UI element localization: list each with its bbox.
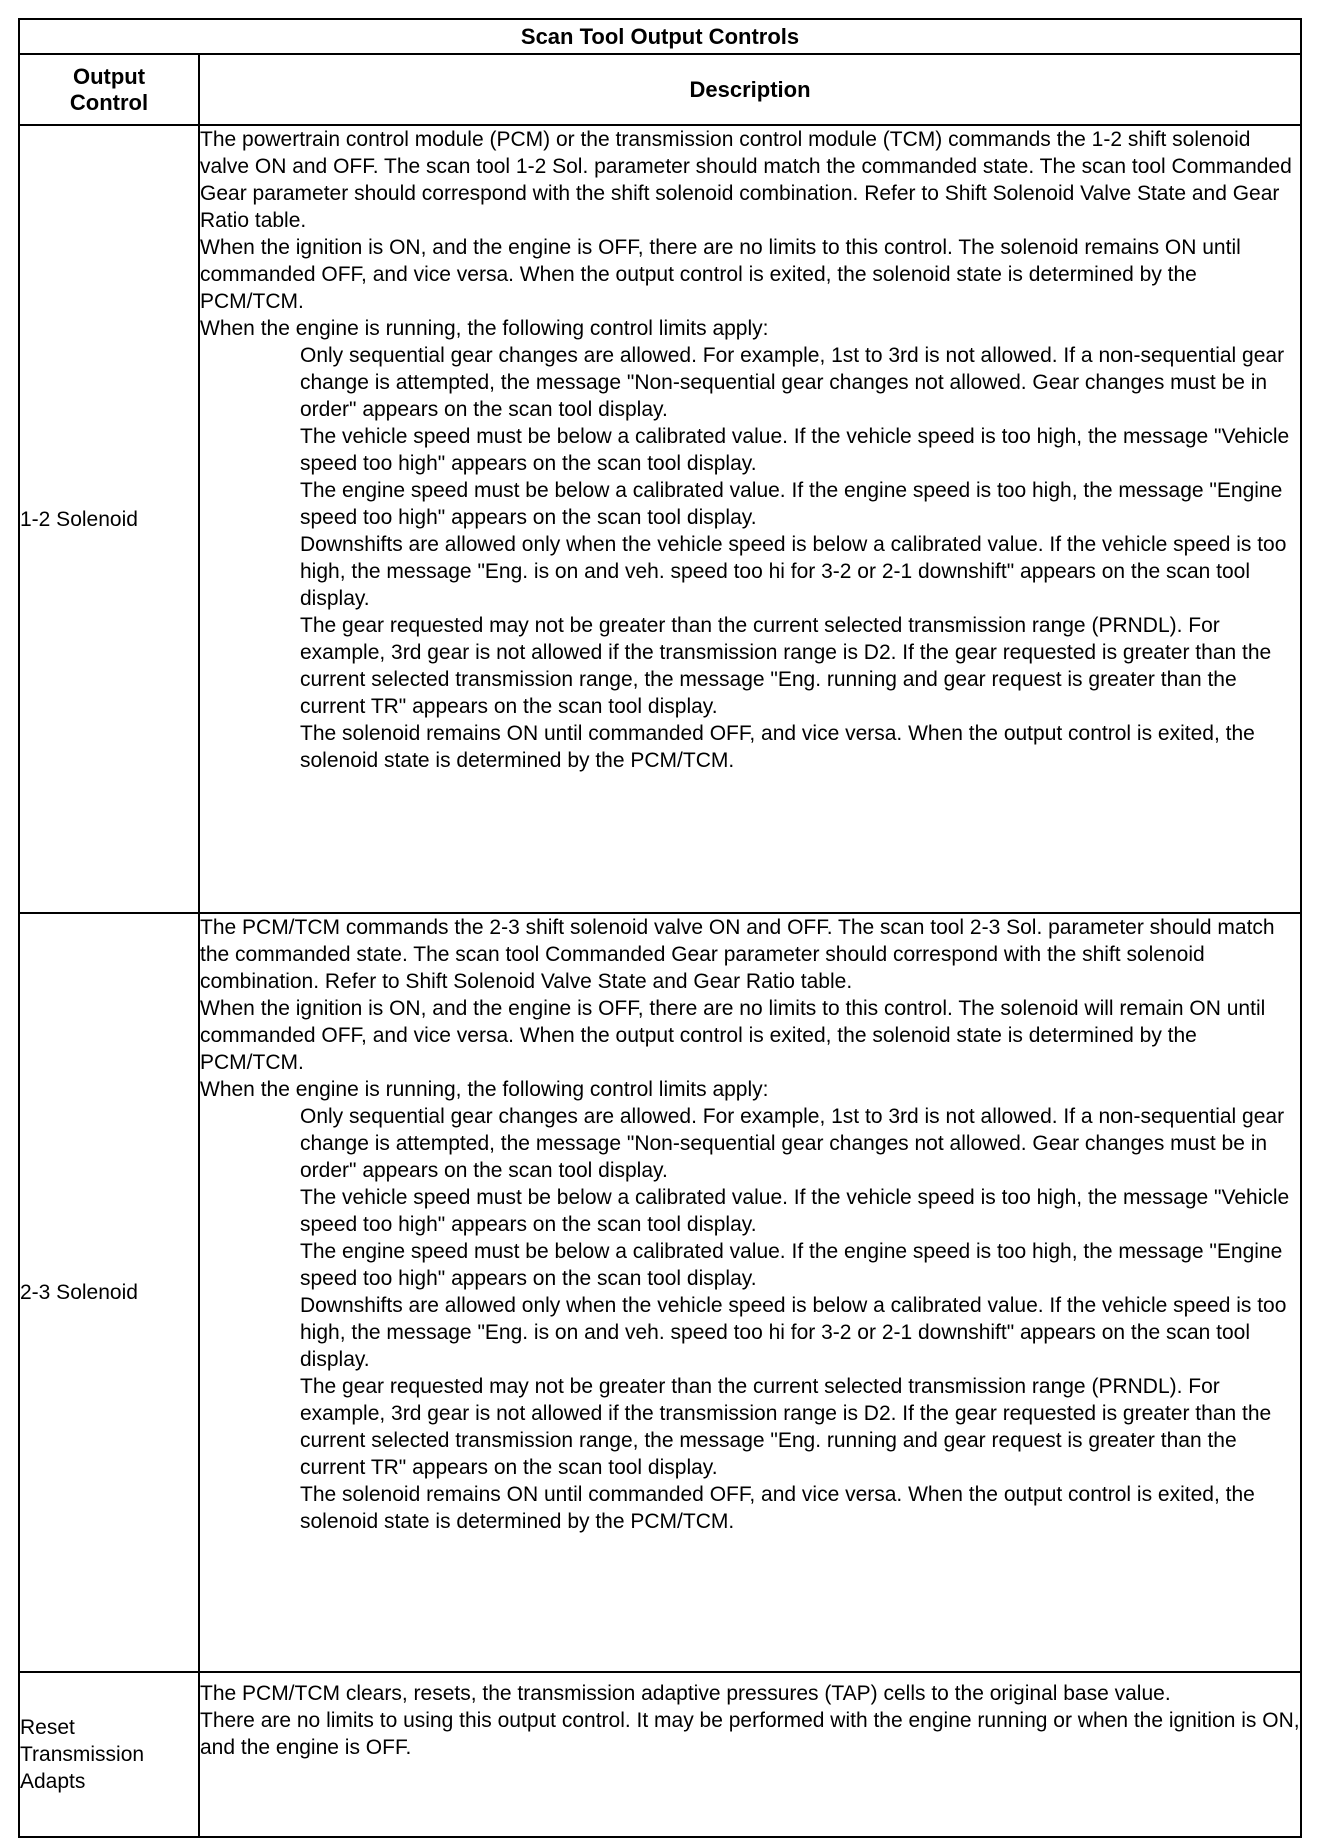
output-control-name-text: Reset Transmission Adapts	[20, 1716, 145, 1793]
description-paragraph: The PCM/TCM clears, resets, the transmission adaptive pressures (TAP) cells to the original base value.	[200, 1682, 1171, 1705]
description-cell	[199, 1672, 1301, 1837]
table-title: Scan Tool Output Controls	[19, 19, 1301, 54]
control-limit-item: The engine speed must be below a calibrated value. If the engine speed is too high, the message "Engine speed too high" appears on the scan tool display.	[300, 479, 1283, 529]
table-header-row	[19, 54, 1301, 125]
output-controls-table	[18, 18, 1302, 1838]
description-paragraph: When the engine is running, the following control limits apply:	[200, 317, 769, 340]
table-title-row	[19, 19, 1301, 54]
output-control-name: 2-3 Solenoid	[19, 913, 199, 1672]
table-row	[19, 125, 1301, 913]
column-header-output-control	[19, 54, 199, 125]
control-limit-item: The engine speed must be below a calibrated value. If the engine speed is too high, the message "Engine speed too high" appears on the scan tool display.	[300, 1240, 1283, 1290]
description-paragraph: When the ignition is ON, and the engine is OFF, there are no limits to this control. The solenoid remains ON until commanded OFF, and vice versa. When the output control is exited, the solenoid state is determined by the PCM/TCM.	[200, 236, 1241, 313]
control-limit-item: The gear requested may not be greater than the current selected transmission range (PRNDL). For example, 3rd gear is not allowed if the transmission range is D2. If the gear requested is greater than the current selected transmission range, the message "Eng. running and gear request is greater than the current TR" appears on the scan tool display.	[300, 614, 1272, 718]
column-header-output-control-label: Output Control	[69, 63, 149, 115]
control-limit-item: Downshifts are allowed only when the vehicle speed is below a calibrated value. If the vehicle speed is too high, the message "Eng. is on and veh. speed too hi for 3-2 or 2-1 downshift" appears on the scan tool display.	[300, 533, 1287, 610]
control-limit-item: The vehicle speed must be below a calibrated value. If the vehicle speed is too high, the message "Vehicle speed too high" appears on the scan tool display.	[300, 425, 1290, 475]
description-paragraph: When the engine is running, the following control limits apply:	[200, 1078, 769, 1101]
description-paragraph: The powertrain control module (PCM) or the transmission control module (TCM) commands the 1-2 shift solenoid valve ON and OFF. The scan tool 1-2 Sol. parameter should match the commanded state. The scan tool Commanded Gear parameter should correspond with the shift solenoid combination. Refer to Shift Solenoid Valve State and Gear Ratio table.	[200, 128, 1292, 232]
column-header-description: Description	[199, 54, 1301, 125]
output-control-name: 1-2 Solenoid	[19, 125, 199, 913]
table-row	[19, 913, 1301, 1672]
control-limit-item: The solenoid remains ON until commanded OFF, and vice versa. When the output control is exited, the solenoid state is determined by the PCM/TCM.	[300, 1483, 1255, 1533]
description-paragraph: There are no limits to using this output control. It may be performed with the engine running or when the ignition is ON, and the engine is OFF.	[200, 1709, 1300, 1759]
control-limit-item: Only sequential gear changes are allowed. For example, 1st to 3rd is not allowed. If a non-sequential gear change is attempted, the message "Non-sequential gear changes not allowed. Gear changes must be in order" appears on the scan tool display.	[300, 344, 1285, 421]
description-paragraph: When the ignition is ON, and the engine is OFF, there are no limits to this control. The solenoid will remain ON until commanded OFF, and vice versa. When the output control is exited, the solenoid state is determined by the PCM/TCM.	[200, 997, 1266, 1074]
output-control-name	[19, 1672, 199, 1837]
description-cell	[199, 913, 1301, 1672]
description-paragraph: The PCM/TCM commands the 2-3 shift solenoid valve ON and OFF. The scan tool 2-3 Sol. parameter should match the commanded state. The scan tool Commanded Gear parameter should correspond with the shift solenoid combination. Refer to Shift Solenoid Valve State and Gear Ratio table.	[200, 916, 1275, 993]
control-limit-item: The vehicle speed must be below a calibrated value. If the vehicle speed is too high, the message "Vehicle speed too high" appears on the scan tool display.	[300, 1186, 1290, 1236]
description-cell	[199, 125, 1301, 913]
control-limit-item: The gear requested may not be greater than the current selected transmission range (PRNDL). For example, 3rd gear is not allowed if the transmission range is D2. If the gear requested is greater than the current selected transmission range, the message "Eng. running and gear request is greater than the current TR" appears on the scan tool display.	[300, 1375, 1272, 1479]
control-limit-item: Only sequential gear changes are allowed. For example, 1st to 3rd is not allowed. If a non-sequential gear change is attempted, the message "Non-sequential gear changes not allowed. Gear changes must be in order" appears on the scan tool display.	[300, 1105, 1285, 1182]
control-limit-item: Downshifts are allowed only when the vehicle speed is below a calibrated value. If the vehicle speed is too high, the message "Eng. is on and veh. speed too hi for 3-2 or 2-1 downshift" appears on the scan tool display.	[300, 1294, 1287, 1371]
control-limit-item: The solenoid remains ON until commanded OFF, and vice versa. When the output control is exited, the solenoid state is determined by the PCM/TCM.	[300, 722, 1255, 772]
table-row	[19, 1672, 1301, 1837]
